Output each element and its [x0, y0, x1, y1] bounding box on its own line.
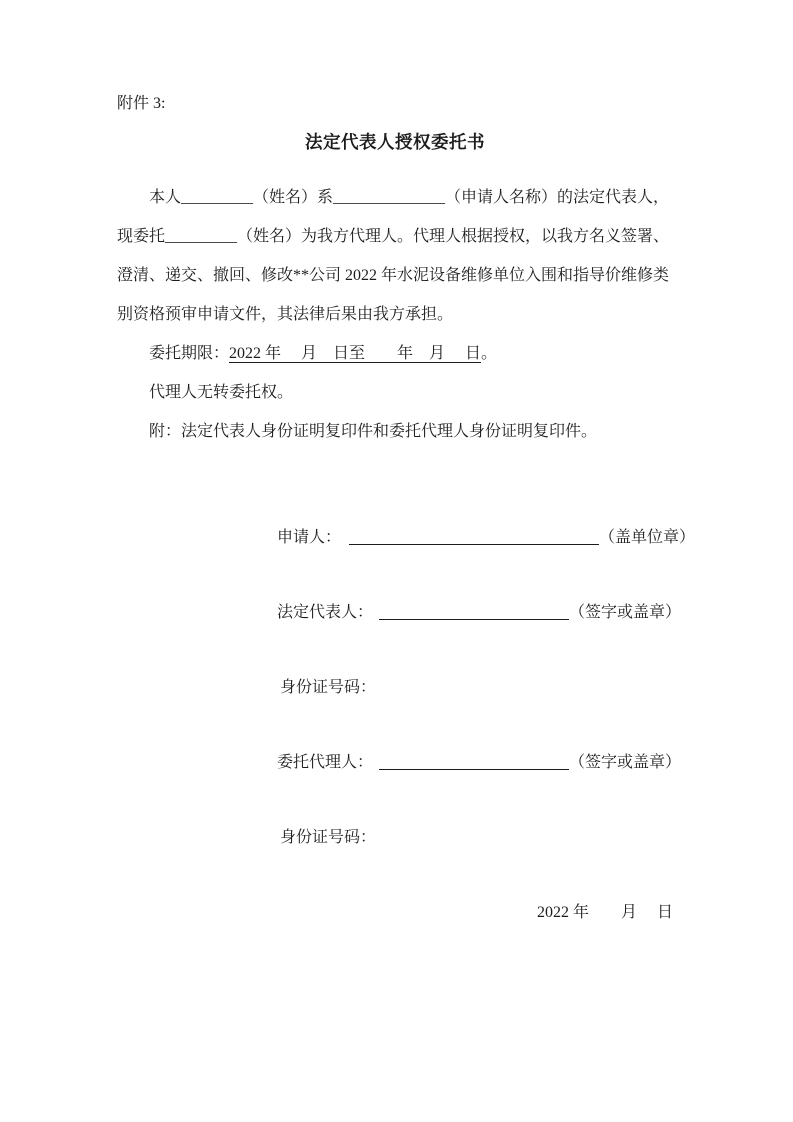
document-date: 2022 年 月 日	[536, 904, 673, 921]
agent-label: 委托代理人：	[277, 754, 374, 771]
legal-rep-id-label: 身份证号码：	[280, 679, 377, 696]
agent-signature-blank	[379, 755, 569, 770]
paragraph-line-3: 澄清、递交、撤回、修改**公司 2022 年水泥设备维修单位入围和指导价维修类	[117, 267, 670, 284]
entrust-period-dates-underlined: 2022 年 月 日至 年 月 日	[229, 345, 482, 362]
attachment-note-line: 附：法定代表人身份证明复印件和委托代理人身份证明复印件。	[149, 423, 598, 440]
agent-sign-note: （签字或盖章）	[569, 754, 682, 771]
no-subdelegation-line: 代理人无转委托权。	[149, 384, 294, 401]
agent-id-label: 身份证号码：	[280, 829, 377, 846]
entrust-period-label: 委托期限：	[149, 345, 230, 362]
legal-rep-id-row	[117, 678, 673, 753]
entrust-period-line	[117, 334, 673, 373]
attachment-label: 附件 3:	[117, 95, 166, 112]
paragraph-line-1: 本人_________（姓名）系______________（申请人名称）的法定代表人，	[149, 189, 670, 206]
agent-id-row	[117, 828, 673, 903]
document-content	[117, 92, 696, 923]
paragraph-line-4: 别资格预审申请文件，其法律后果由我方承担。	[117, 306, 454, 323]
entrust-period-punctuation: 。	[481, 345, 498, 362]
applicant-label: 申请人：	[277, 529, 342, 546]
applicant-signature-blank	[349, 530, 599, 545]
signature-block	[117, 528, 696, 923]
paragraph-line-2: 现委托_________（姓名）为我方代理人。代理人根据授权，以我方名义签署、	[117, 228, 670, 245]
applicant-row	[117, 528, 696, 603]
document-title: 法定代表人授权委托书	[305, 132, 485, 152]
legal-rep-row	[117, 603, 682, 678]
body-paragraph	[117, 178, 673, 451]
applicant-seal-note: （盖单位章）	[599, 529, 696, 546]
agent-row	[117, 753, 682, 828]
legal-rep-sign-note: （签字或盖章）	[569, 604, 682, 621]
legal-rep-signature-blank	[379, 605, 569, 620]
legal-rep-label: 法定代表人：	[277, 604, 374, 621]
